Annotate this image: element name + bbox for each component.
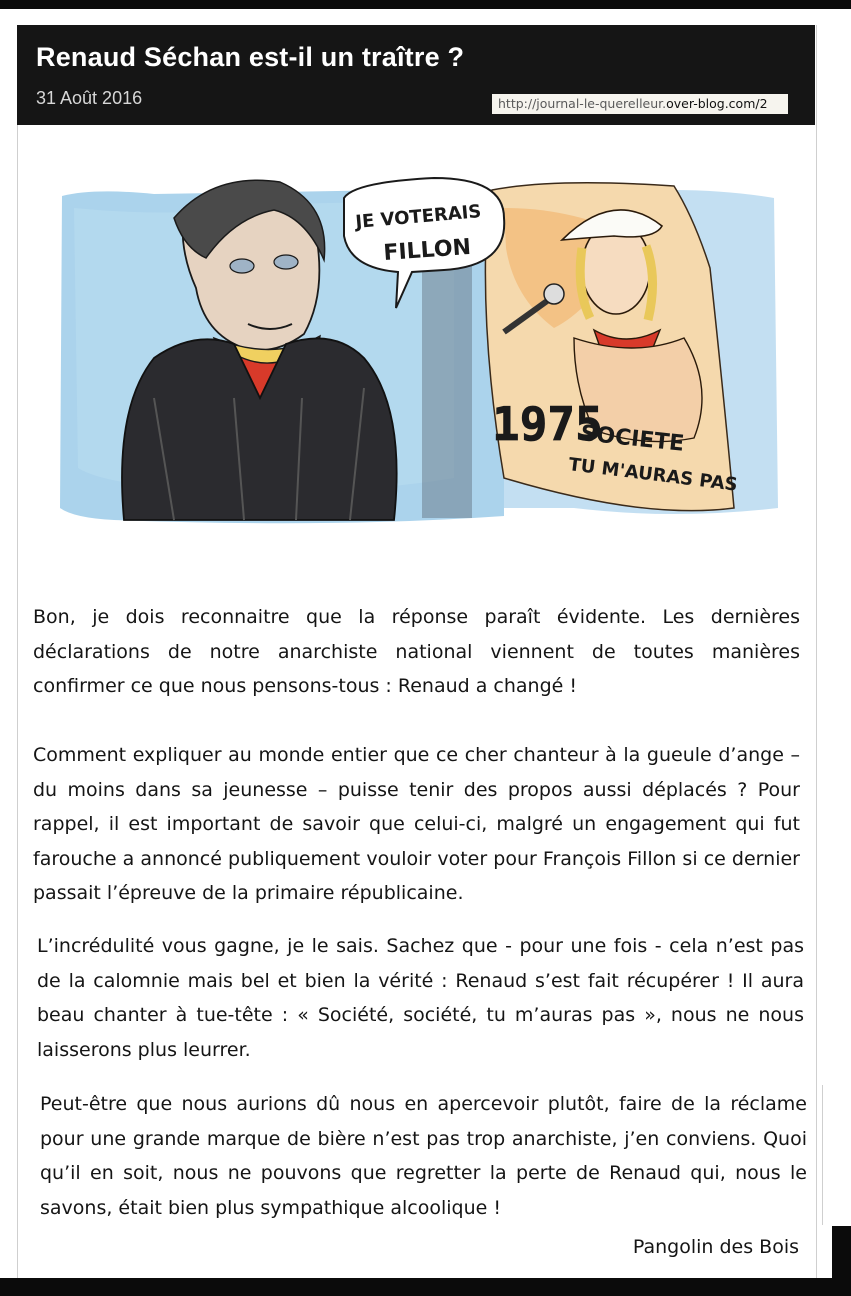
url-prefix: http://journal-le-querelleur. <box>498 96 667 111</box>
cartoon-illustration <box>34 148 800 546</box>
right-margin <box>829 9 851 669</box>
paragraph-2: Comment expliquer au monde entier que ce cher chanteur à la gueule d’ange – du moins dans sa jeunesse – puisse tenir des propos aussi déplacés ? Pour rappel, il est important de savoir que celui-ci, malgré un engagement qui fut farouche a annoncé publiquement vouloir voter pour François Fillon si ce dernier passait l’épreuve de la primaire républicaine. <box>33 744 800 904</box>
url-domain: over-blog.com/2 <box>666 96 768 111</box>
bubble-line-2: FILLON <box>382 234 472 266</box>
source-url[interactable] <box>492 94 788 114</box>
bottom-frame-bar <box>0 1278 851 1296</box>
top-frame-bar <box>0 0 851 9</box>
bottom-right-frame <box>832 1226 851 1286</box>
card-edge-right-lower <box>822 1085 823 1225</box>
poster-line-2: TU M'AURAS PAS <box>567 454 739 496</box>
scan-seam-left <box>0 666 17 720</box>
paragraph-1: Bon, je dois reconnaitre que la réponse paraît évidente. Les dernières déclarations de notre anarchiste national viennent de toutes manières confirmer ce que nous pensons-tous : Renaud a changé ! <box>33 606 800 697</box>
article-title: Renaud Séchan est-il un traître ? <box>36 42 465 72</box>
paragraph-3: L’incrédulité vous gagne, je le sais. Sachez que - pour une fois - cela n’est pas de la calomnie mais bel et bien la vérité : Renaud s’est fait récupérer ! Il aura beau chanter à tue-tête : « Société, société, tu m’auras pas », nous ne nous laisserons plus leurrer. <box>37 935 804 1061</box>
poster-year: 1975 <box>492 397 603 451</box>
paragraph-4: Peut-être que nous aurions dû nous en apercevoir plutôt, faire de la réclame pour une grande marque de bière n’est pas trop anarchiste, j’en conviens. Quoi qu’il en soit, nous ne pouvons que regretter la perte de Renaud qui, nous le savons, était bien plus sympathique alcoolique ! <box>40 1093 807 1219</box>
author-signature: Pangolin des Bois <box>632 1236 799 1258</box>
poster-line-1: SOCIETE <box>579 421 686 457</box>
article-date: 31 Août 2016 <box>36 88 143 108</box>
bubble-line-1: JE VOTERAIS <box>354 201 483 233</box>
